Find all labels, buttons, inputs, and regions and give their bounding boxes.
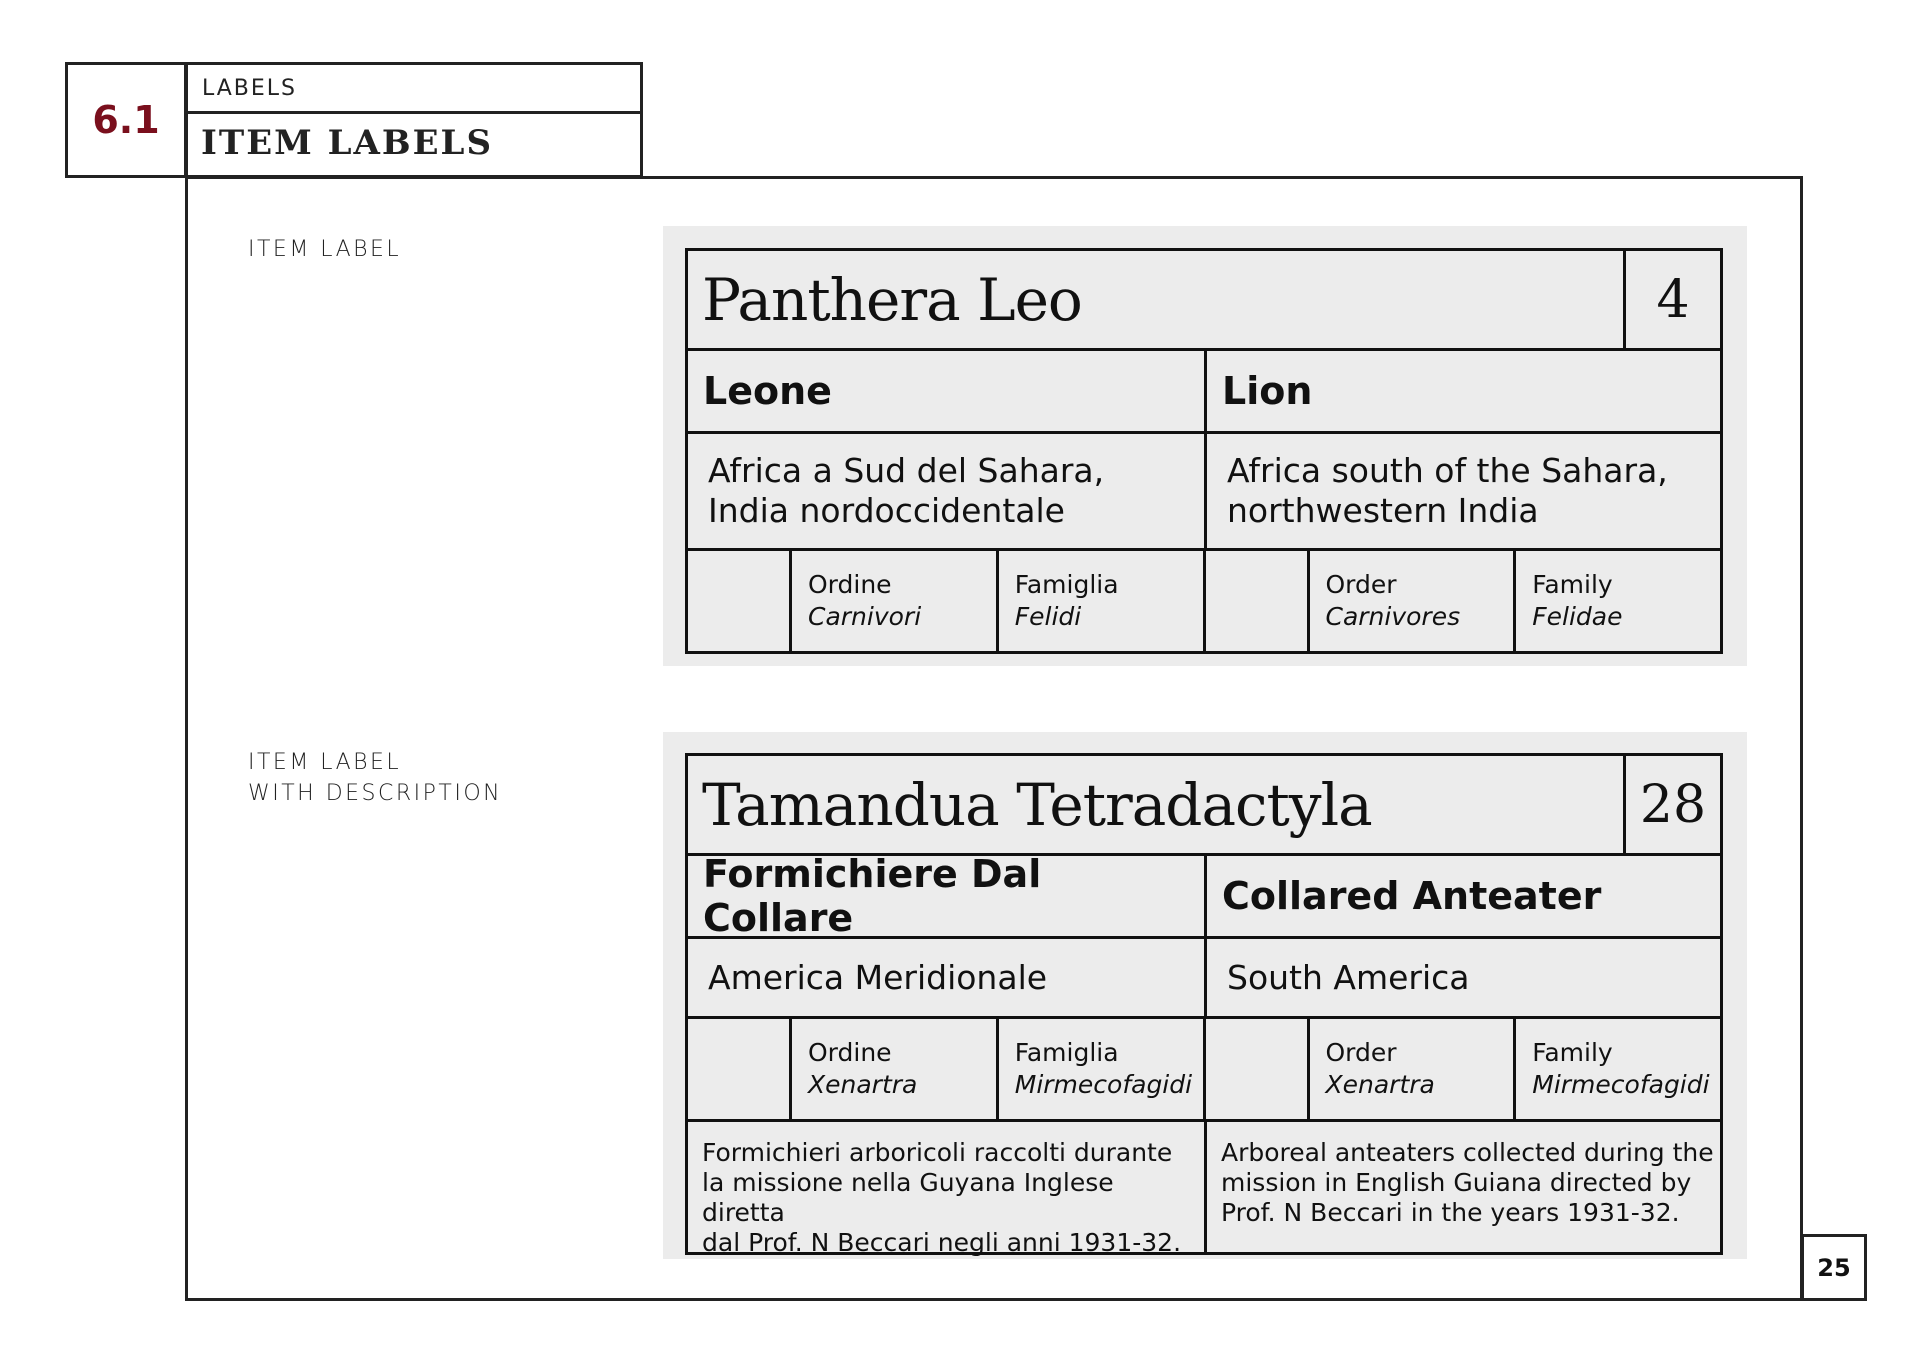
order-value-it: Xenartra bbox=[808, 1070, 918, 1099]
location-en-cell bbox=[1204, 939, 1720, 1016]
item-number-cell bbox=[1623, 756, 1720, 853]
taxonomy-it bbox=[688, 551, 1203, 651]
location-en-cell bbox=[1204, 434, 1720, 548]
section-category-box bbox=[185, 62, 643, 114]
location-it: Africa a Sud del Sahara, India nordoccidentale bbox=[708, 451, 1105, 530]
species-name: Tamandua Tetradactyla bbox=[702, 770, 1372, 839]
family-value-it: Mirmecofagidi bbox=[1014, 1070, 1193, 1099]
species-name: Panthera Leo bbox=[702, 265, 1082, 334]
family-it-cell bbox=[996, 1019, 1203, 1119]
taxonomy-spacer bbox=[1206, 551, 1307, 651]
section-number: 6.1 bbox=[92, 98, 160, 142]
common-name-en: Collared Anteater bbox=[1222, 874, 1602, 918]
order-label-en: Order bbox=[1325, 570, 1397, 599]
family-value-it: Felidi bbox=[1014, 602, 1082, 631]
taxonomy-spacer bbox=[688, 551, 789, 651]
common-name-en: Lion bbox=[1222, 369, 1313, 413]
species-cell bbox=[688, 756, 1623, 853]
order-en-cell bbox=[1307, 1019, 1514, 1119]
description-it-cell bbox=[688, 1122, 1204, 1257]
description-en-cell bbox=[1204, 1122, 1720, 1252]
taxonomy-spacer bbox=[688, 1019, 789, 1119]
order-it-cell bbox=[789, 1019, 996, 1119]
item-label-card bbox=[685, 753, 1723, 1255]
location-row bbox=[688, 434, 1720, 551]
common-name-it: Formichiere Dal Collare bbox=[703, 852, 1042, 940]
order-label-it: Ordine bbox=[808, 1038, 892, 1067]
order-value-en: Xenartra bbox=[1325, 1070, 1435, 1099]
title-row bbox=[688, 251, 1720, 351]
order-label-it: Ordine bbox=[808, 570, 892, 599]
item-label-description-caption bbox=[248, 747, 502, 809]
section-title-box bbox=[185, 111, 643, 178]
order-en-cell bbox=[1307, 551, 1514, 651]
item-label-panel bbox=[663, 226, 1747, 666]
taxonomy-it bbox=[688, 1019, 1203, 1119]
family-value-en: Mirmecofagidi bbox=[1532, 1070, 1710, 1099]
section-number-box bbox=[65, 62, 187, 178]
section-title: ITEM LABELS bbox=[201, 123, 493, 163]
name-en-cell bbox=[1204, 351, 1720, 431]
taxonomy-row bbox=[688, 1019, 1720, 1122]
description-it: Formichieri arboricoli raccolti durante la missione nella Guyana Inglese diretta dal Prof. N Beccari negli anni 1931-32. bbox=[702, 1138, 1182, 1257]
name-it-cell bbox=[688, 351, 1204, 431]
name-it-cell bbox=[688, 852, 1204, 940]
taxonomy-en bbox=[1203, 1019, 1721, 1119]
caption-line: ITEM LABEL bbox=[248, 237, 402, 262]
family-value-en: Felidae bbox=[1532, 602, 1623, 631]
family-label-it: Famiglia bbox=[1014, 1038, 1119, 1067]
order-value-en: Carnivores bbox=[1325, 602, 1461, 631]
location-it-cell bbox=[688, 434, 1204, 548]
common-name-row bbox=[688, 351, 1720, 434]
page-number: 25 bbox=[1817, 1253, 1851, 1282]
common-name-row bbox=[688, 852, 1720, 940]
order-label-en: Order bbox=[1325, 1038, 1397, 1067]
description-row bbox=[688, 1122, 1720, 1257]
item-number-cell bbox=[1623, 251, 1720, 348]
family-it-cell bbox=[996, 551, 1203, 651]
name-en-cell bbox=[1204, 856, 1720, 936]
section-category: LABELS bbox=[202, 75, 298, 101]
item-label-card bbox=[685, 248, 1723, 654]
location-en: Africa south of the Sahara, northwestern India bbox=[1227, 451, 1668, 530]
family-en-cell bbox=[1513, 551, 1720, 651]
item-number: 28 bbox=[1639, 774, 1707, 835]
order-it-cell bbox=[789, 551, 996, 651]
title-row bbox=[688, 756, 1720, 856]
page-number-box bbox=[1801, 1234, 1867, 1301]
description-en: Arboreal anteaters collected during the mission in English Guiana directed by Prof. N Beccari in the years 1931-32. bbox=[1221, 1138, 1714, 1227]
location-it: America Meridionale bbox=[708, 957, 1048, 997]
taxonomy-spacer bbox=[1206, 1019, 1307, 1119]
caption-line: WITH DESCRIPTION bbox=[248, 781, 503, 806]
location-row bbox=[688, 939, 1720, 1019]
location-en: South America bbox=[1227, 957, 1470, 997]
location-it-cell bbox=[688, 939, 1204, 1016]
item-number: 4 bbox=[1656, 269, 1690, 330]
family-label-en: Family bbox=[1532, 570, 1613, 599]
common-name-it: Leone bbox=[703, 369, 832, 413]
order-value-it: Carnivori bbox=[808, 602, 922, 631]
species-cell bbox=[688, 251, 1623, 348]
taxonomy-en bbox=[1203, 551, 1721, 651]
caption-line: ITEM LABEL bbox=[248, 750, 402, 775]
family-label-en: Family bbox=[1532, 1038, 1613, 1067]
family-en-cell bbox=[1513, 1019, 1720, 1119]
family-label-it: Famiglia bbox=[1014, 570, 1119, 599]
item-label-description-panel bbox=[663, 732, 1747, 1259]
item-label-caption bbox=[248, 234, 401, 265]
taxonomy-row bbox=[688, 551, 1720, 651]
